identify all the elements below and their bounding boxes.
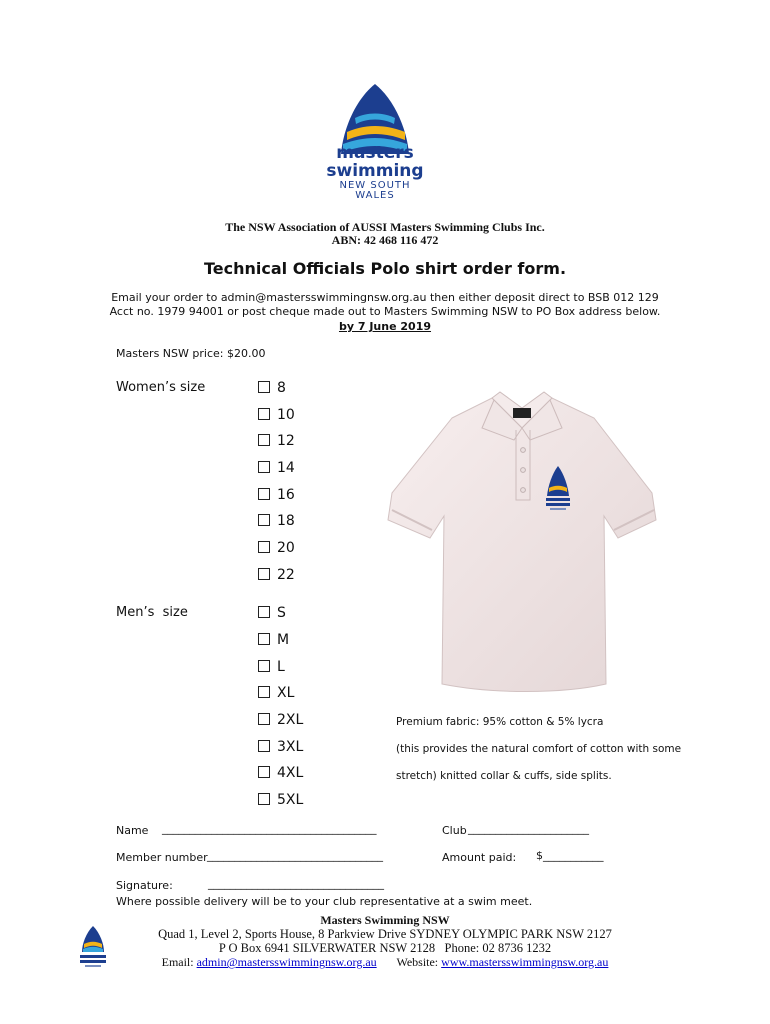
- checkbox-icon: [258, 740, 270, 752]
- mens-size-m-checkbox[interactable]: [258, 632, 289, 648]
- club-field[interactable]: ______________________: [468, 822, 589, 835]
- email-link[interactable]: admin@mastersswimmingnsw.org.au: [196, 955, 377, 969]
- amount-paid-field[interactable]: $___________: [536, 849, 604, 862]
- fabric-line-3: stretch) knitted collar & cuffs, side splits.: [396, 770, 612, 782]
- member-number-label: Member number: [116, 851, 208, 864]
- footer-po-phone: P O Box 6941 SILVERWATER NSW 2128 Phone: 02 8736 1232: [218, 941, 552, 955]
- mens-size-l-checkbox[interactable]: [258, 659, 285, 675]
- mens-size-3xl-checkbox[interactable]: [258, 739, 303, 755]
- delivery-note: Where possible delivery will be to your club representative at a swim meet.: [116, 895, 533, 908]
- size-label: 18: [277, 513, 295, 529]
- size-label: 5XL: [277, 792, 304, 808]
- instructions-line-1: Email your order to admin@mastersswimmingnsw.org.au then either deposit direct to BSB 012 129: [111, 291, 659, 304]
- checkbox-icon: [258, 568, 270, 580]
- club-label: Club: [442, 824, 467, 837]
- size-label: 4XL: [277, 765, 304, 781]
- logo-text-swimming: swimming: [326, 161, 424, 181]
- mens-size-s-checkbox[interactable]: [258, 605, 286, 621]
- price: Masters NSW price: $20.00: [116, 347, 266, 360]
- womens-size-10-checkbox[interactable]: [258, 407, 295, 423]
- womens-size-14-checkbox[interactable]: [258, 460, 295, 476]
- footer-org: Masters Swimming NSW: [320, 913, 450, 927]
- size-label: 10: [277, 407, 295, 423]
- checkbox-icon: [258, 434, 270, 446]
- checkbox-icon: [258, 713, 270, 725]
- footer-contact: [0, 955, 770, 970]
- size-label: 2XL: [277, 712, 304, 728]
- size-label: 14: [277, 460, 295, 476]
- website-link[interactable]: www.mastersswimmingnsw.org.au: [441, 955, 609, 969]
- size-label: S: [277, 605, 286, 621]
- size-label: 3XL: [277, 739, 304, 755]
- logo-text-new-south: NEW SOUTH: [339, 180, 411, 191]
- logo-text-masters: masters: [336, 143, 414, 163]
- amount-paid-label: Amount paid:: [442, 851, 517, 864]
- fabric-line-1: Premium fabric: 95% cotton & 5% lycra: [396, 716, 604, 728]
- size-label: 20: [277, 540, 295, 556]
- size-label: 16: [277, 487, 295, 503]
- abn: ABN: 42 468 116 472: [331, 233, 439, 247]
- checkbox-icon: [258, 408, 270, 420]
- mens-size-5xl-checkbox[interactable]: [258, 792, 303, 808]
- signature-label: Signature:: [116, 879, 173, 892]
- name-field[interactable]: _______________________________________: [162, 822, 377, 835]
- checkbox-icon: [258, 606, 270, 618]
- checkbox-icon: [258, 488, 270, 500]
- checkbox-icon: [258, 660, 270, 672]
- instructions-line-2: Acct no. 1979 94001 or post cheque made out to Masters Swimming NSW to PO Box address below.: [109, 305, 661, 318]
- size-label: 12: [277, 433, 295, 449]
- womens-size-22-checkbox[interactable]: [258, 567, 295, 583]
- checkbox-icon: [258, 633, 270, 645]
- womens-size-label: Women’s size: [116, 380, 206, 395]
- name-label: Name: [116, 824, 149, 837]
- checkbox-icon: [258, 793, 270, 805]
- size-label: XL: [277, 685, 295, 701]
- womens-size-12-checkbox[interactable]: [258, 433, 295, 449]
- mens-size-2xl-checkbox[interactable]: [258, 712, 303, 728]
- member-number-field[interactable]: ________________________________: [207, 849, 383, 862]
- mens-size-xl-checkbox[interactable]: [258, 685, 294, 701]
- form-title: Technical Officials Polo shirt order form.: [203, 259, 567, 278]
- logo-text-wales: WALES: [355, 190, 395, 201]
- mens-size-4xl-checkbox[interactable]: [258, 765, 303, 781]
- checkbox-icon: [258, 381, 270, 393]
- checkbox-icon: [258, 686, 270, 698]
- polo-shirt-image: [382, 388, 662, 698]
- website-label: Website:: [396, 955, 439, 969]
- fabric-line-2: (this provides the natural comfort of cotton with some: [396, 743, 682, 755]
- womens-size-16-checkbox[interactable]: [258, 487, 295, 503]
- womens-size-8-checkbox[interactable]: [258, 380, 286, 396]
- size-label: L: [277, 659, 285, 675]
- mens-size-label: Men’s size: [116, 605, 188, 620]
- womens-size-20-checkbox[interactable]: [258, 540, 295, 556]
- checkbox-icon: [258, 514, 270, 526]
- checkbox-icon: [258, 541, 270, 553]
- org-name: The NSW Association of AUSSI Masters Swimming Clubs Inc.: [225, 220, 545, 234]
- footer-address: Quad 1, Level 2, Sports House, 8 Parkview Drive SYDNEY OLYMPIC PARK NSW 2127: [158, 927, 612, 941]
- signature-field[interactable]: ________________________________: [208, 877, 384, 890]
- checkbox-icon: [258, 461, 270, 473]
- womens-size-18-checkbox[interactable]: [258, 513, 295, 529]
- size-label: 8: [277, 380, 286, 396]
- checkbox-icon: [258, 766, 270, 778]
- size-label: M: [277, 632, 290, 648]
- email-label: Email:: [161, 955, 194, 969]
- deadline: by 7 June 2019: [338, 320, 432, 333]
- size-label: 22: [277, 567, 295, 583]
- masters-swimming-logo: [325, 80, 425, 200]
